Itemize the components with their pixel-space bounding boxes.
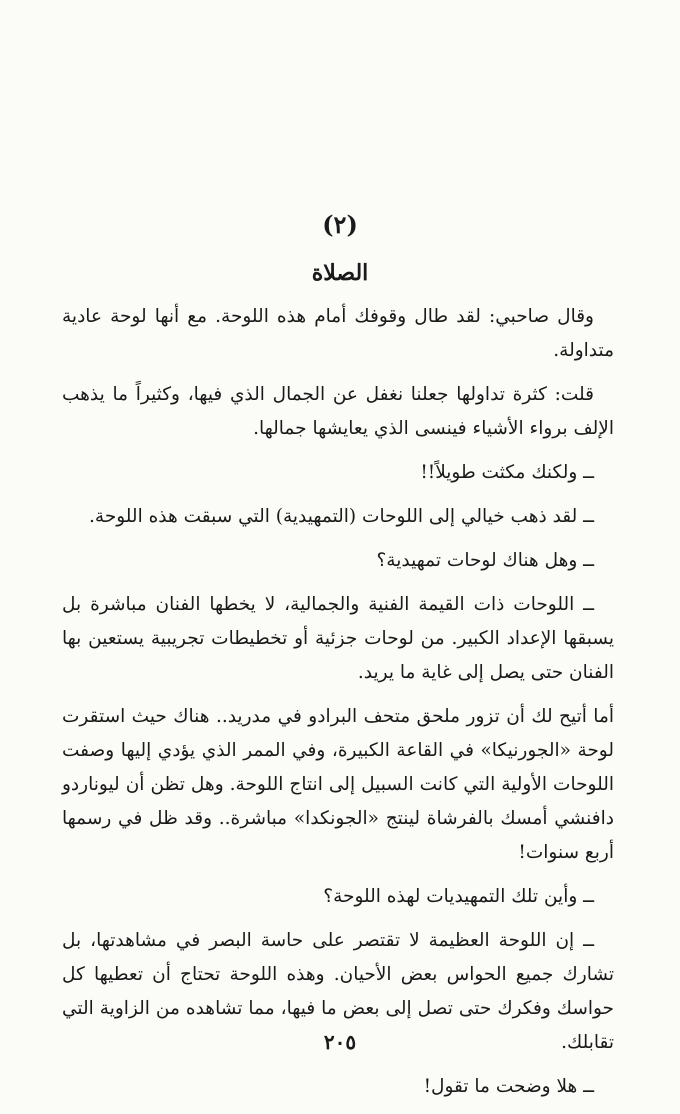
paragraph: ــ اللوحات ذات القيمة الفنية والجمالية، لا يخطها الفنان مباشرة بل يسبقها الإعداد الكبير. من لوحات جزئية أو تخطيطات تجريبية يستعين بها الفنان حتى يصل إلى غاية ما يريد. [62,594,614,683]
dialogue-line: ــ وهل هناك لوحات تمهيدية؟ [376,550,594,571]
dialogue-line: ــ وأين تلك التمهيديات لهذه اللوحة؟ [323,886,594,907]
paragraph: أما أتيح لك أن تزور ملحق متحف البرادو في مدريد.. هناك حيث استقرت لوحة «الجورنيكا» في القاعة الكبيرة، وفي الممر الذي يؤدي إليها وصفت اللوحات الأولية التي كانت السبيل إلى انتاج اللوحة. وهل تظن أن ليوناردو دافنشي أمسك بالفرشاة لينتج «الجونكدا» مباشرة.. وقد ظل في رسمها أربع سنوات! [62,706,614,863]
chapter-title: الصلاة [311,260,369,286]
page-body [62,300,614,1114]
dialogue-line: ــ ولكنك مكثت طويلاً!! [420,462,594,483]
page-number: ٢٠٥ [323,1030,357,1054]
paragraph: ــ إن اللوحة العظيمة لا تقتصر على حاسة البصر في مشاهدتها، بل تشارك جميع الحواس بعض الأحيان. وهذه اللوحة تحتاج أن تعطيها كل حواسك وفكرك حتى تصل إلى بعض ما فيها، مما تشاهده من الزاوية التي تقابلك. [62,930,614,1053]
paragraph: وقال صاحبي: لقد طال وقوفك أمام هذه اللوحة. مع أنها لوحة عادية متداولة. [62,306,614,361]
dialogue-line: ــ لقد ذهب خيالي إلى اللوحات (التمهيدية) التي سبقت هذه اللوحة. [89,506,594,527]
chapter-number: (٢) [322,210,358,239]
dialogue-line: ــ هلا وضحت ما تقول! [423,1076,594,1097]
paragraph: قلت: كثرة تداولها جعلنا نغفل عن الجمال الذي فيها، وكثيراً ما يذهب الإلف برواء الأشياء فينسى الذي يعايشها جمالها. [62,384,614,439]
